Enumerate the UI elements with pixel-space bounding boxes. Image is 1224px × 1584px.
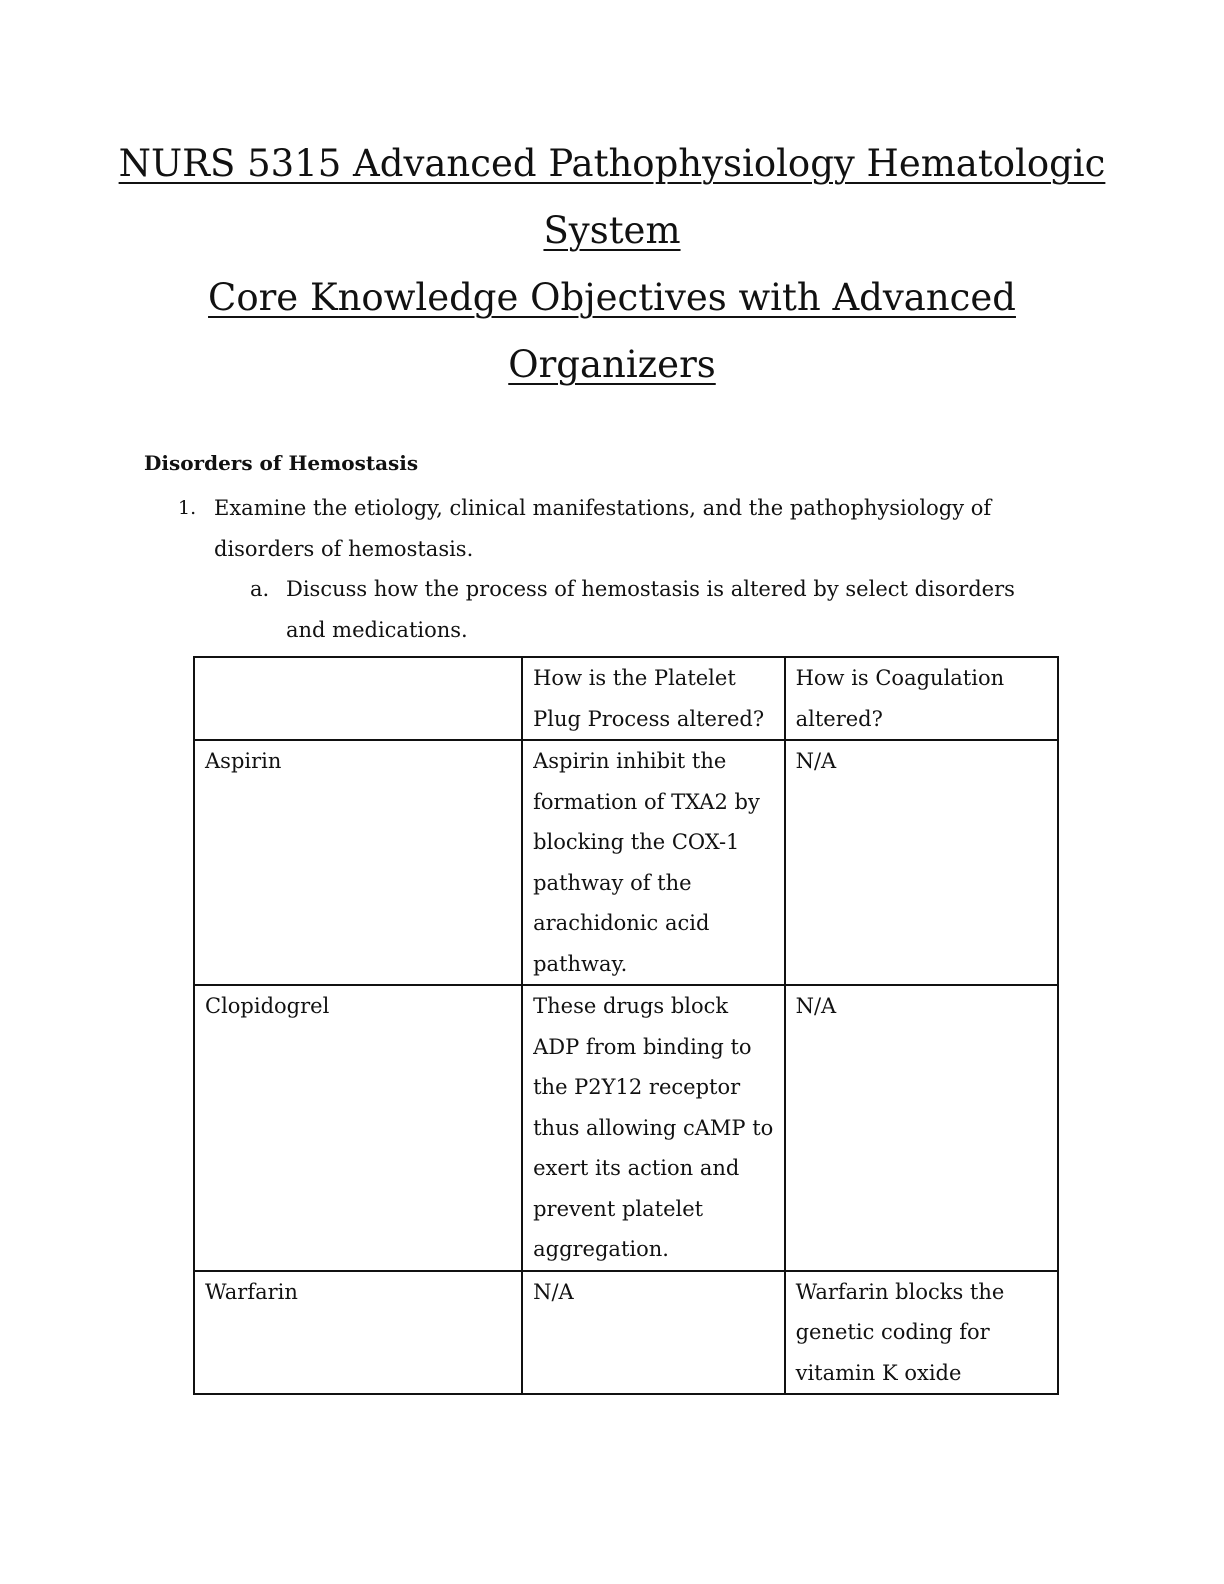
platelet-cell: Aspirin inhibit the formation of TXA2 by blocking the COX-1 pathway of the arachidonic acid pathway. <box>522 740 784 985</box>
coagulation-cell: N/A <box>785 985 1058 1271</box>
objective-number: 1. <box>178 497 197 519</box>
drug-cell: Aspirin <box>194 740 522 985</box>
subobjective-letter: a. <box>250 577 270 601</box>
table-header-row <box>194 657 1058 740</box>
title-line-1: NURS 5315 Advanced Pathophysiology Hematologic <box>118 142 1106 185</box>
platelet-cell: N/A <box>522 1271 784 1395</box>
drug-cell: Warfarin <box>194 1271 522 1395</box>
header-cell-coagulation: How is Coagulation altered? <box>785 657 1058 740</box>
drug-cell: Clopidogrel <box>194 985 522 1271</box>
document-title <box>0 130 1224 398</box>
title-line-2: System <box>543 209 681 252</box>
table-row <box>194 740 1058 985</box>
platelet-cell: These drugs block ADP from binding to the P2Y12 receptor thus allowing cAMP to exert its action and prevent platelet aggregation. <box>522 985 784 1271</box>
title-line-4: Organizers <box>508 343 716 386</box>
medication-table <box>193 656 1059 1395</box>
objective-text: Examine the etiology, clinical manifestations, and the pathophysiology of disorders of hemostasis. <box>214 496 992 561</box>
section-heading: Disorders of Hemostasis <box>144 451 419 475</box>
header-cell-platelet: How is the Platelet Plug Process altered? <box>522 657 784 740</box>
header-cell-blank <box>194 657 522 740</box>
subobjective-text: Discuss how the process of hemostasis is altered by select disorders and medications. <box>286 577 1015 642</box>
coagulation-cell: N/A <box>785 740 1058 985</box>
title-line-3: Core Knowledge Objectives with Advanced <box>208 276 1016 319</box>
coagulation-cell: Warfarin blocks the genetic coding for vitamin K oxide <box>785 1271 1058 1395</box>
table-row <box>194 985 1058 1271</box>
table-row <box>194 1271 1058 1395</box>
